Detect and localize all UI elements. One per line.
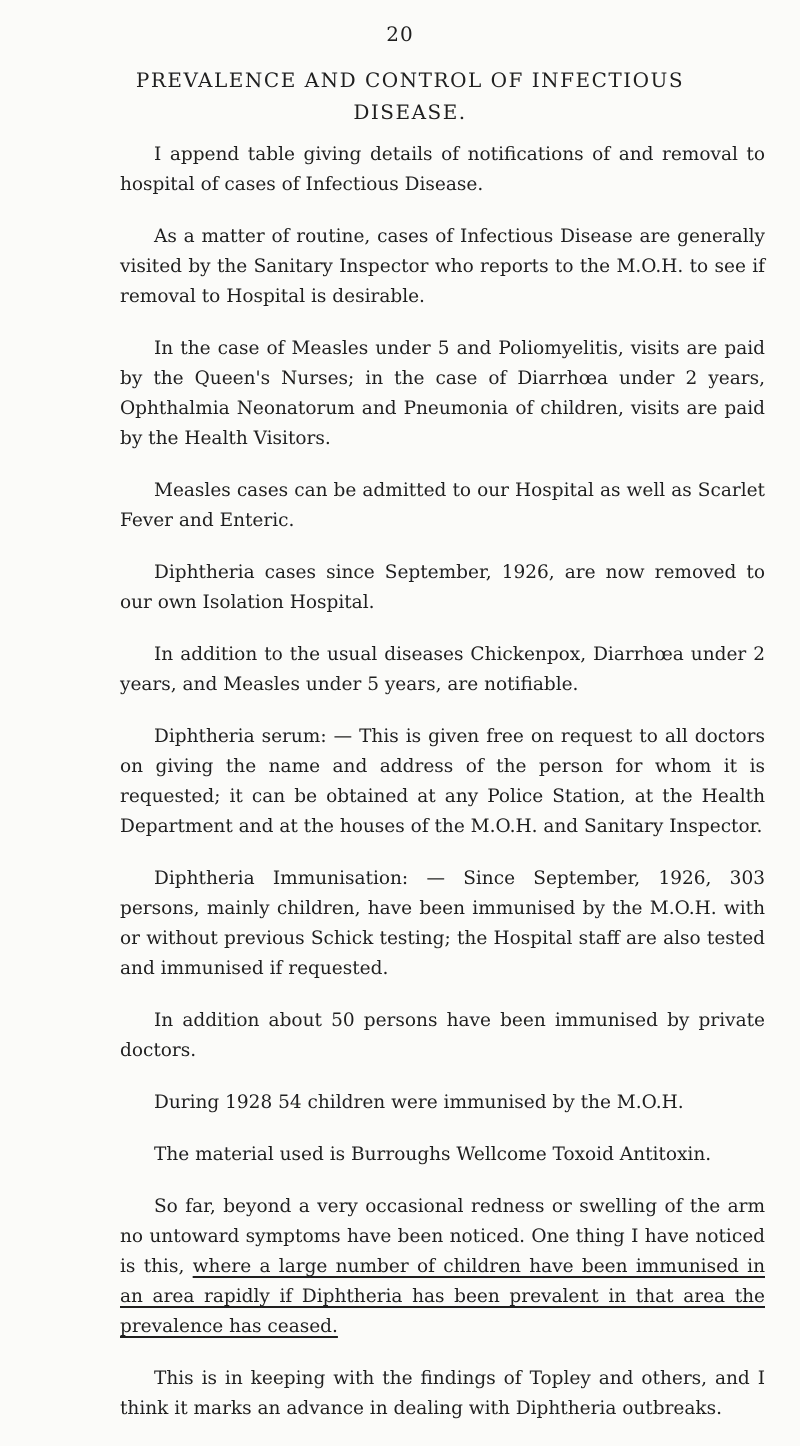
page-title: PREVALENCE AND CONTROL OF INFECTIOUS DISEASE. [135, 68, 685, 124]
paragraph-material: The material used is Burroughs Wellcome Toxoid Antitoxin. [154, 1144, 712, 1165]
document-body [120, 140, 765, 1446]
paragraph-1928: During 1928 54 children were immunised by the M.O.H. [154, 1092, 684, 1113]
paragraph-nurse-visits: In the case of Measles under 5 and Poliomyelitis, visits are paid by the Queen's Nurses; in the case of Diarrhœa under 2 years, Ophthalmia Neonatorum and Pneumonia of children, visits are paid by the Health Visitors. [120, 338, 765, 449]
paragraph-conclusion: This is in keeping with the findings of Topley and others, and I think it marks an advance in dealing with Diphtheria outbreaks. [120, 1368, 765, 1419]
page-number: 20 [386, 22, 414, 46]
observation-text: So far, beyond a very occasional redness or swelling of the arm no untoward symptoms have been noticed. One thing I have noticed is this, [120, 1196, 765, 1277]
paragraph-diphtheria-serum: Diphtheria serum: — This is given free on request to all doctors on giving the name and address of the person for whom it is requested; it can be obtained at any Police Station, at the Health Department and at the houses of the M.O.H. and Sanitary Inspector. [120, 726, 765, 837]
paragraph-diphtheria-removal: Diphtheria cases since September, 1926, are now removed to our own Isolation Hospital. [120, 562, 765, 613]
paragraph-measles-admission: Measles cases can be admitted to our Hospital as well as Scarlet Fever and Enteric. [120, 480, 765, 531]
paragraph-notifiable: In addition to the usual diseases Chickenpox, Diarrhœa under 2 years, and Measles under 5 years, are notifiable. [120, 644, 765, 695]
paragraph-routine-visits: As a matter of routine, cases of Infectious Disease are generally visited by the Sanitary Inspector who reports to the M.O.H. to see if removal to Hospital is desirable. [120, 226, 765, 307]
paragraph-immunisation: Diphtheria Immunisation: — Since September, 1926, 303 persons, mainly children, have been immunised by the M.O.H. with or without previous Schick testing; the Hospital staff are also tested and immunised if requested. [120, 868, 765, 979]
underlined-finding: where a large number of children have been immunised in an area rapidly if Diphtheria has been prevalent in that area the prevalence has ceased. [120, 1256, 765, 1337]
paragraph-observations [120, 1192, 765, 1342]
paragraph-private-doctors: In addition about 50 persons have been immunised by private doctors. [120, 1010, 765, 1061]
paragraph-intro: I append table giving details of notifications of and removal to hospital of cases of Infectious Disease. [120, 144, 765, 195]
